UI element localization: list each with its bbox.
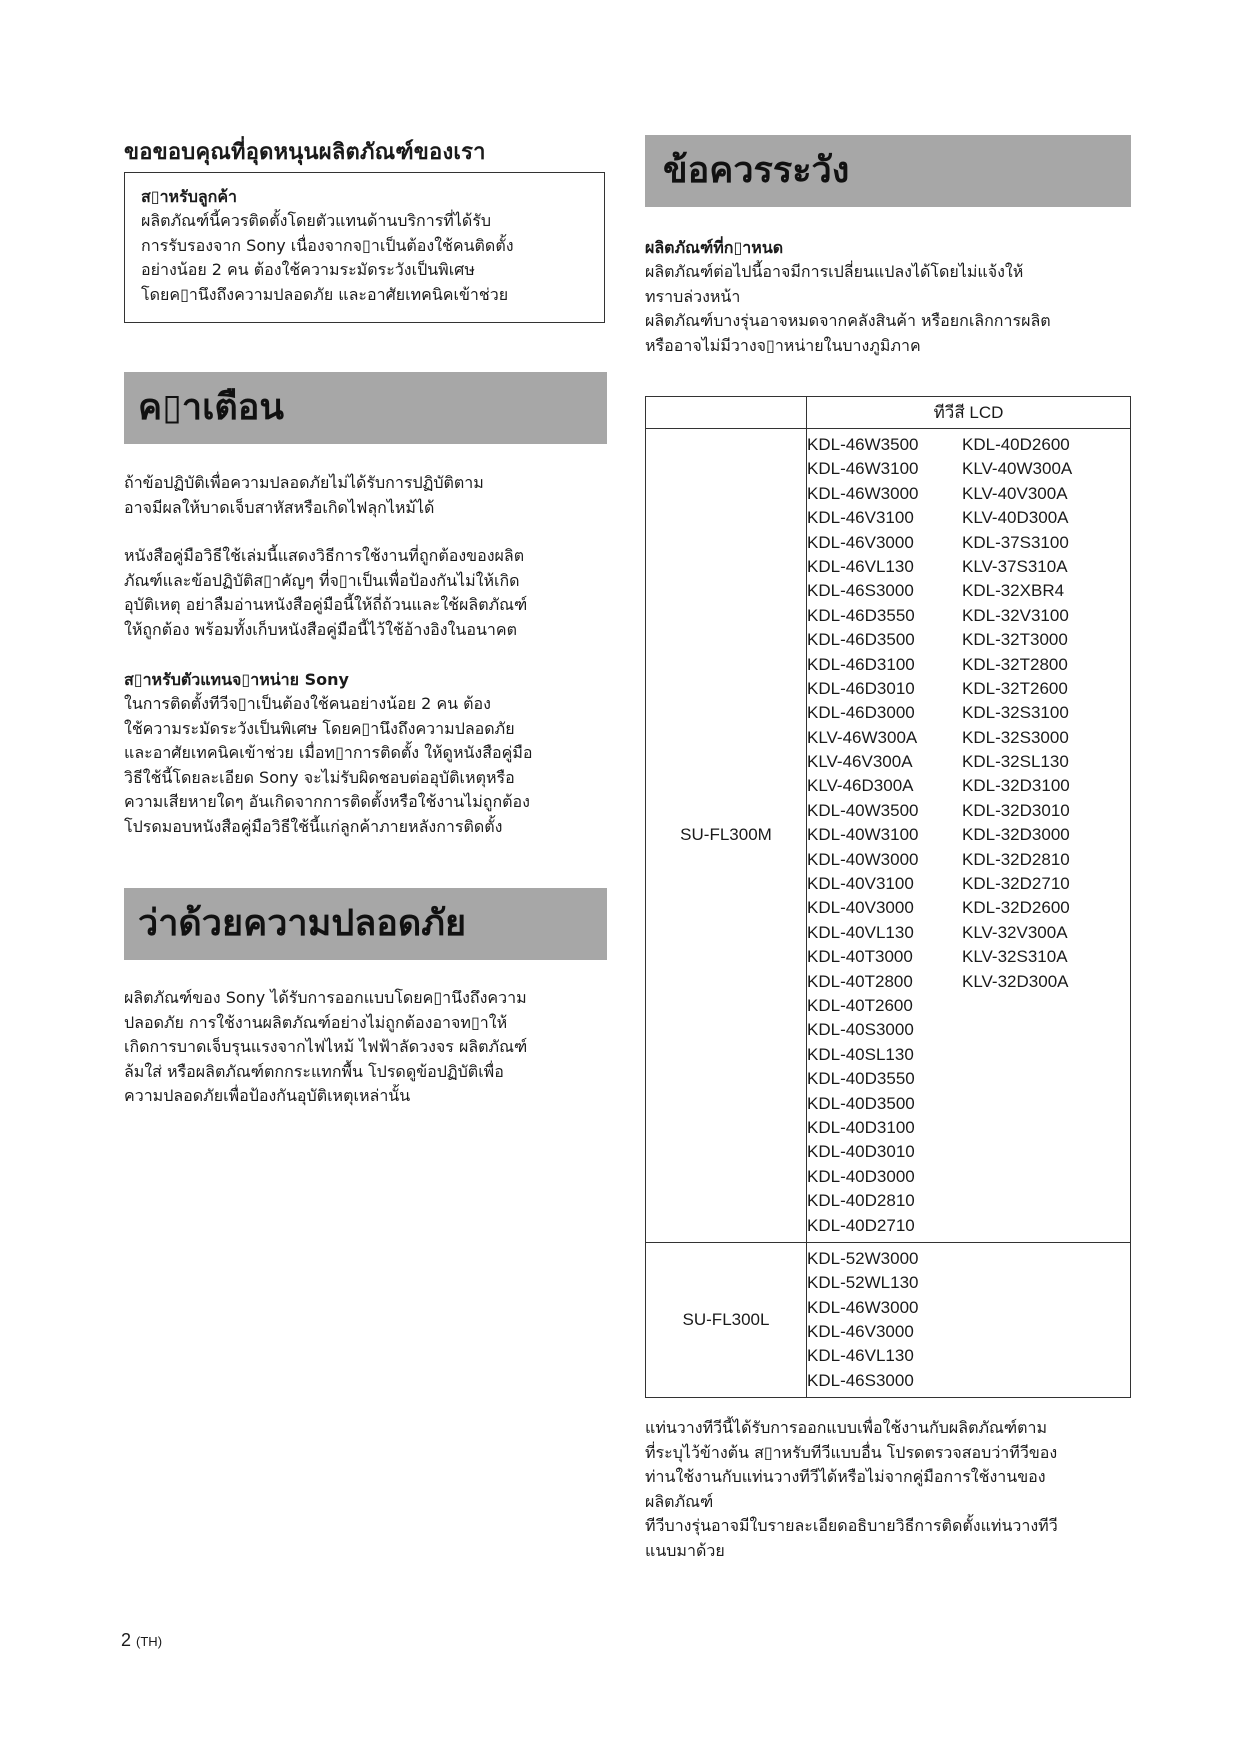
page-language: (TH) [136,1634,163,1649]
table-row [646,1242,1131,1397]
text-line: ใช้ความระมัดระวังเป็นพิเศษ โดยค▯านึงถึงความปลอดภัย [124,718,515,738]
tv-model-item: KDL-46W3000 [807,1297,919,1317]
compatibility-table [645,396,1131,1398]
table-header-lcd: ทีวีสี LCD [807,397,1131,429]
tv-model-item: KDL-46W3000 [807,483,919,503]
table-row [646,429,1131,1243]
stand-model-cell: SU-FL300M [646,429,807,1243]
caution-banner: ข้อควรระวัง [645,135,1131,207]
text-line: ในการติดตั้งทีวีจ▯าเป็นต้องใช้คนอย่างน้อย 2 คน ต้อง [124,694,491,713]
customer-notice-box [124,172,605,323]
tv-model-item: KDL-46D3500 [807,630,915,650]
customer-text [141,209,588,307]
warning-paragraph-2 [124,544,607,642]
thanks-title: ขอขอบคุณที่อุดหนุนผลิตภัณฑ์ของเรา [124,140,486,165]
tv-model-item: KDL-32D3010 [962,800,1070,820]
text-line: ล้มใส่ หรือผลิตภัณฑ์ตกกระแทกพื้น โปรดดูข้อปฏิบัติเพื่อ [124,1061,504,1081]
tv-model-item: KDL-40VL130 [807,922,914,942]
tv-model-item: KDL-40D3000 [807,1166,915,1186]
text-line: ความเสียหายใดๆ อันเกิดจากการติดตั้งหรือใช้งานไม่ถูกต้อง [124,792,530,811]
tv-model-item: KDL-32T2800 [962,654,1068,674]
tv-model-item: KLV-46W300A [807,727,918,747]
tv-model-item: KDL-40V3000 [807,898,914,918]
stand-model-cell: SU-FL300L [646,1242,807,1397]
text-line: อุบัติเหตุ อย่าลืมอ่านหนังสือคู่มือนี้ให้ถี่ถ้วนและใช้ผลิตภัณฑ์ [124,595,528,614]
text-line: ผลิตภัณฑ์ [645,1491,714,1511]
text-line: ผลิตภัณฑ์บางรุ่นอาจหมดจากคลังสินค้า หรือยกเลิกการผลิต [645,311,1051,330]
tv-model-item: KDL-40S3000 [807,1020,914,1040]
text-line: โดยค▯านึงถึงความปลอดภัย และอาศัยเทคนิคเข้าช่วย [141,284,509,304]
tv-model-item: KDL-46W3100 [807,459,919,479]
tv-model-column [962,433,1117,1238]
tv-model-item: KDL-40T3000 [807,947,913,967]
tv-model-item: KDL-46D3010 [807,678,915,698]
tv-model-item: KDL-40W3500 [807,800,919,820]
text-line: ผลิตภัณฑ์ของ Sony ได้รับการออกแบบโดยค▯านึงถึงความ [124,988,527,1007]
tv-model-item: KDL-40D3010 [807,1142,915,1162]
text-line: วิธีใช้นี้โดยละเอียด Sony จะไม่รับผิดชอบต่ออุบัติเหตุหรือ [124,767,515,787]
tv-model-item: KDL-40D3550 [807,1069,915,1089]
page-number [121,1630,162,1651]
text-line: ทราบล่วงหน้า [645,286,741,306]
text-line: เกิดการบาดเจ็บรุนแรงจากไฟไหม้ ไฟฟ้าลัดวงจร ผลิตภัณฑ์ [124,1037,528,1056]
tv-model-item: KLV-37S310A [962,556,1068,576]
tv-model-item: KDL-46VL130 [807,556,914,576]
tv-model-item: KDL-52WL130 [807,1273,919,1293]
tv-model-item: KLV-32V300A [962,922,1068,942]
text-line: แนบมาด้วย [645,1540,725,1560]
text-line: ทีวีบางรุ่นอาจมีใบรายละเอียดอธิบายวิธีการติดตั้งแท่นวางทีวี [645,1516,1058,1535]
tv-model-item: KDL-32XBR4 [962,581,1065,601]
tv-model-item: KDL-40W3100 [807,825,919,845]
warning-banner: ค▯าเตือน [124,372,607,444]
tv-model-item: KDL-40D3100 [807,1117,915,1137]
text-line: ให้ถูกต้อง พร้อมทั้งเก็บหนังสือคู่มือนี้ไว้ใช้อ้างอิงในอนาคต [124,619,517,639]
tv-model-item: KDL-32V3100 [962,605,1069,625]
tv-model-item: KDL-32D3000 [962,825,1070,845]
tv-model-item: KDL-46D3000 [807,703,915,723]
tv-model-item: KDL-32S3000 [962,727,1069,747]
tv-model-item: KDL-46VL130 [807,1346,914,1366]
tv-model-item: KDL-40D2710 [807,1215,915,1235]
tv-model-item: KDL-40W3000 [807,849,919,869]
text-line: ความปลอดภัยเพื่อป้องกันอุบัติเหตุเหล่านั้น [124,1086,411,1105]
text-line: แท่นวางทีวีนี้ได้รับการออกแบบเพื่อใช้งานกับผลิตภัณฑ์ตาม [645,1418,1048,1437]
tv-model-item: KLV-46V300A [807,752,913,772]
tv-model-column [807,1247,962,1393]
tv-model-item: KLV-40W300A [962,459,1073,479]
products-text [645,260,1131,358]
tv-model-item: KLV-32D300A [962,971,1069,991]
tv-model-item: KLV-46D300A [807,776,914,796]
tv-model-item: KDL-46S3000 [807,1370,914,1390]
warning-paragraph-1 [124,471,607,520]
text-line: ท่านใช้งานกับแท่นวางทีวีได้หรือไม่จากคู่มือการใช้งานของ [645,1467,1046,1486]
tv-model-item: KDL-32D2810 [962,849,1070,869]
tv-model-item: KDL-40T2600 [807,995,913,1015]
tv-model-item: KDL-52W3000 [807,1248,919,1268]
text-line: ภัณฑ์และข้อปฏิบัติส▯าคัญๆ ที่จ▯าเป็นเพื่อป้องกันไม่ให้เกิด [124,570,520,590]
text-line: หนังสือคู่มือวิธีใช้เล่มนี้แสดงวิธีการใช้งานที่ถูกต้องของผลิต [124,546,525,565]
tv-model-item: KDL-32SL130 [962,752,1069,772]
text-line: ถ้าข้อปฏิบัติเพื่อความปลอดภัยไม่ได้รับการปฏิบัติตาม [124,473,484,492]
text-line: การรับรองจาก Sony เนื่องจากจ▯าเป็นต้องใช้คนติดตั้ง [141,235,514,255]
text-line: และอาศัยเทคนิคเข้าช่วย เมื่อท▯าการติดตั้ง ให้ดูหนังสือคู่มือ [124,743,533,762]
tv-model-item: KDL-46S3000 [807,581,914,601]
tv-model-item: KDL-40SL130 [807,1044,914,1064]
tv-model-item: KDL-46D3100 [807,654,915,674]
tv-model-item: KDL-46D3550 [807,605,915,625]
tv-model-item: KDL-40D3500 [807,1093,915,1113]
compatibility-note [645,1416,1131,1563]
tv-model-item: KDL-32D3100 [962,776,1070,796]
products-heading: ผลิตภัณฑ์ที่ก▯าหนด [645,238,784,257]
page-number-value: 2 [121,1630,132,1650]
dealer-heading: ส▯าหรับตัวแทนจ▯าหน่าย Sony [124,670,349,689]
tv-model-item: KLV-32S310A [962,947,1068,967]
text-line: ผลิตภัณฑ์นี้ควรติดตั้งโดยตัวแทนด้านบริการที่ได้รับ [141,211,492,230]
text-line: ผลิตภัณฑ์ต่อไปนี้อาจมีการเปลี่ยนแปลงได้โดยไม่แจ้งให้ [645,262,1024,281]
customer-heading: ส▯าหรับลูกค้า [141,187,238,206]
safety-banner: ว่าด้วยความปลอดภัย [124,888,607,960]
tv-model-column [962,1247,1117,1393]
tv-model-item: KDL-32S3100 [962,703,1069,723]
text-line: อย่างน้อย 2 คน ต้องใช้ความระมัดระวังเป็นพิเศษ [141,260,475,279]
tv-model-item: KDL-40V3100 [807,874,914,894]
tv-model-item: KDL-37S3100 [962,532,1069,552]
tv-model-item: KDL-40D2810 [807,1191,915,1211]
tv-models-cell [807,1242,1131,1397]
tv-model-item: KLV-40D300A [962,508,1069,528]
dealer-text [124,692,607,839]
tv-model-item: KDL-40D2600 [962,435,1070,454]
tv-model-item: KDL-46V3000 [807,1322,914,1342]
tv-model-item: KDL-32T2600 [962,678,1068,698]
text-line: หรืออาจไม่มีวางจ▯าหน่ายในบางภูมิภาค [645,335,921,355]
table-header-empty [646,397,807,429]
tv-model-item: KLV-40V300A [962,483,1068,503]
dealer-section [124,668,607,839]
tv-model-item: KDL-32T3000 [962,630,1068,650]
text-line: อาจมีผลให้บาดเจ็บสาหัสหรือเกิดไฟลุกไหม้ได้ [124,497,435,517]
text-line: โปรดมอบหนังสือคู่มือวิธีใช้นี้แก่ลูกค้าภายหลังการติดตั้ง [124,816,503,836]
tv-model-item: KDL-46W3500 [807,435,919,454]
products-section [645,236,1131,358]
tv-model-item: KDL-46V3100 [807,508,914,528]
text-line: ปลอดภัย การใช้งานผลิตภัณฑ์อย่างไม่ถูกต้องอาจท▯าให้ [124,1012,508,1032]
safety-text [124,986,607,1109]
tv-models-cell [807,429,1131,1243]
table-header-row [646,397,1131,429]
tv-model-item: KDL-46V3000 [807,532,914,552]
tv-model-item: KDL-32D2710 [962,874,1070,894]
text-line: ที่ระบุไว้ข้างต้น ส▯าหรับทีวีแบบอื่น โปรดตรวจสอบว่าทีวีของ [645,1442,1058,1462]
tv-model-column [807,433,962,1238]
tv-model-item: KDL-32D2600 [962,898,1070,918]
tv-model-item: KDL-40T2800 [807,971,913,991]
